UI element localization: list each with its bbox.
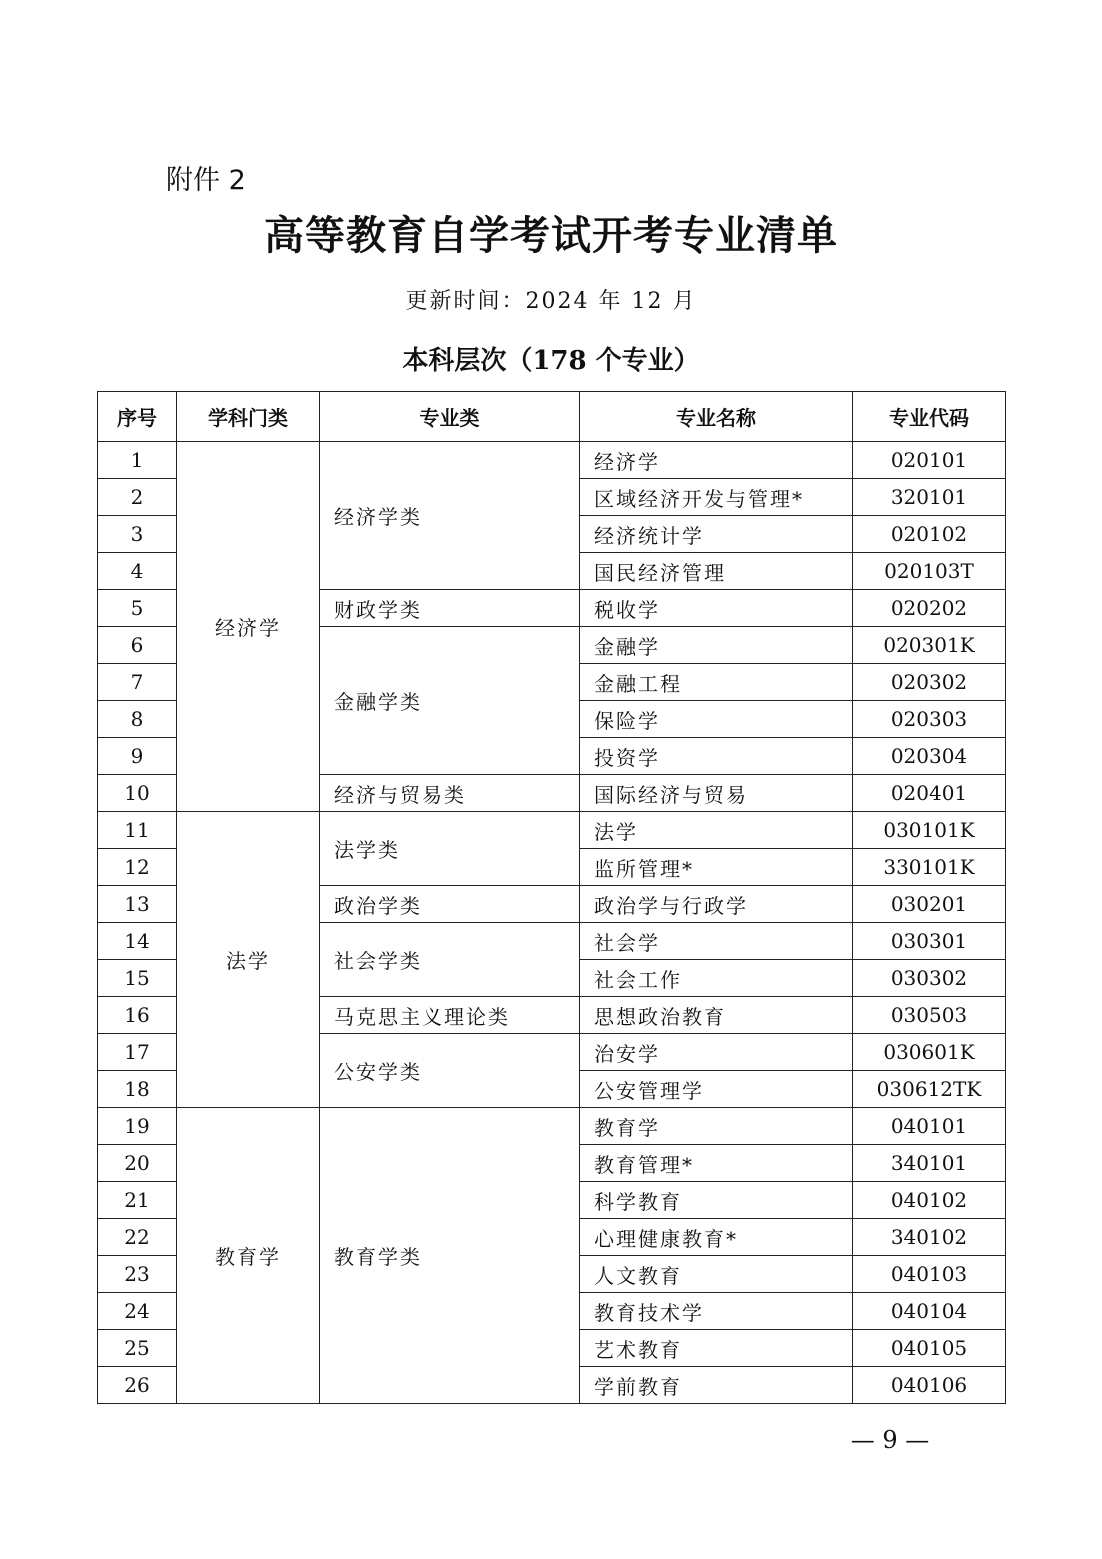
major-code: 020304 (853, 738, 1006, 775)
attachment-label: 附件 2 (166, 165, 246, 196)
row-number: 3 (98, 516, 177, 553)
header-subcategory: 专业类 (320, 392, 580, 442)
major-name: 税收学 (580, 590, 853, 627)
major-code: 020202 (853, 590, 1006, 627)
row-number: 5 (98, 590, 177, 627)
major-code: 030612TK (853, 1071, 1006, 1108)
subcategory-cell: 金融学类 (320, 627, 580, 775)
row-number: 12 (98, 849, 177, 886)
major-code: 040102 (853, 1182, 1006, 1219)
header-category: 学科门类 (177, 392, 320, 442)
category-cell: 法学 (177, 812, 320, 1108)
row-number: 17 (98, 1034, 177, 1071)
major-code: 020103T (853, 553, 1006, 590)
major-name: 社会学 (580, 923, 853, 960)
major-name: 教育管理* (580, 1145, 853, 1182)
row-number: 10 (98, 775, 177, 812)
row-number: 20 (98, 1145, 177, 1182)
category-cell: 经济学 (177, 442, 320, 812)
major-name: 经济学 (580, 442, 853, 479)
row-number: 19 (98, 1108, 177, 1145)
major-code: 040106 (853, 1367, 1006, 1404)
row-number: 24 (98, 1293, 177, 1330)
subcategory-cell: 财政学类 (320, 590, 580, 627)
major-code: 030201 (853, 886, 1006, 923)
row-number: 15 (98, 960, 177, 997)
row-number: 9 (98, 738, 177, 775)
major-code: 030302 (853, 960, 1006, 997)
major-name: 心理健康教育* (580, 1219, 853, 1256)
major-code: 040103 (853, 1256, 1006, 1293)
subcategory-cell: 公安学类 (320, 1034, 580, 1108)
major-code: 320101 (853, 479, 1006, 516)
subcategory-cell: 经济学类 (320, 442, 580, 590)
row-number: 22 (98, 1219, 177, 1256)
major-name: 艺术教育 (580, 1330, 853, 1367)
major-name: 监所管理* (580, 849, 853, 886)
major-name: 区域经济开发与管理* (580, 479, 853, 516)
table-row (98, 1108, 1006, 1145)
major-code: 020401 (853, 775, 1006, 812)
table-row (98, 442, 1006, 479)
table-body (98, 442, 1006, 1404)
major-code: 330101K (853, 849, 1006, 886)
major-name: 教育学 (580, 1108, 853, 1145)
row-number: 6 (98, 627, 177, 664)
row-number: 16 (98, 997, 177, 1034)
subcategory-cell: 教育学类 (320, 1108, 580, 1404)
table-row (98, 812, 1006, 849)
row-number: 25 (98, 1330, 177, 1367)
row-number: 23 (98, 1256, 177, 1293)
major-code: 020303 (853, 701, 1006, 738)
major-name: 治安学 (580, 1034, 853, 1071)
major-name: 学前教育 (580, 1367, 853, 1404)
major-name: 国民经济管理 (580, 553, 853, 590)
major-name: 思想政治教育 (580, 997, 853, 1034)
document-title: 高等教育自学考试开考专业清单 (264, 212, 838, 259)
subcategory-cell: 社会学类 (320, 923, 580, 997)
row-number: 4 (98, 553, 177, 590)
major-code: 020301K (853, 627, 1006, 664)
major-name: 金融学 (580, 627, 853, 664)
major-name: 经济统计学 (580, 516, 853, 553)
major-code: 340101 (853, 1145, 1006, 1182)
major-code: 030601K (853, 1034, 1006, 1071)
page-number: — 9 — (850, 1426, 930, 1454)
major-code: 040105 (853, 1330, 1006, 1367)
table-header-row (98, 392, 1006, 442)
major-code: 020102 (853, 516, 1006, 553)
subcategory-cell: 法学类 (320, 812, 580, 886)
header-major-name: 专业名称 (580, 392, 853, 442)
major-name: 金融工程 (580, 664, 853, 701)
major-code: 340102 (853, 1219, 1006, 1256)
row-number: 21 (98, 1182, 177, 1219)
major-name: 公安管理学 (580, 1071, 853, 1108)
row-number: 2 (98, 479, 177, 516)
subcategory-cell: 政治学类 (320, 886, 580, 923)
major-code: 030301 (853, 923, 1006, 960)
major-name: 保险学 (580, 701, 853, 738)
row-number: 13 (98, 886, 177, 923)
row-number: 14 (98, 923, 177, 960)
majors-table (97, 391, 1006, 1404)
major-code: 030101K (853, 812, 1006, 849)
major-name: 科学教育 (580, 1182, 853, 1219)
major-code: 020302 (853, 664, 1006, 701)
major-name: 国际经济与贸易 (580, 775, 853, 812)
major-code: 030503 (853, 997, 1006, 1034)
major-code: 040101 (853, 1108, 1006, 1145)
subcategory-cell: 马克思主义理论类 (320, 997, 580, 1034)
header-major-code: 专业代码 (853, 392, 1006, 442)
row-number: 8 (98, 701, 177, 738)
header-no: 序号 (98, 392, 177, 442)
subcategory-cell: 经济与贸易类 (320, 775, 580, 812)
level-heading: 本科层次（178 个专业） (402, 346, 700, 376)
major-code: 020101 (853, 442, 1006, 479)
major-code: 040104 (853, 1293, 1006, 1330)
major-name: 教育技术学 (580, 1293, 853, 1330)
row-number: 18 (98, 1071, 177, 1108)
row-number: 1 (98, 442, 177, 479)
major-name: 人文教育 (580, 1256, 853, 1293)
update-date: 更新时间：2024 年 12 月 (405, 289, 697, 314)
major-name: 投资学 (580, 738, 853, 775)
category-cell: 教育学 (177, 1108, 320, 1404)
row-number: 11 (98, 812, 177, 849)
row-number: 26 (98, 1367, 177, 1404)
major-name: 法学 (580, 812, 853, 849)
major-name: 政治学与行政学 (580, 886, 853, 923)
row-number: 7 (98, 664, 177, 701)
major-name: 社会工作 (580, 960, 853, 997)
